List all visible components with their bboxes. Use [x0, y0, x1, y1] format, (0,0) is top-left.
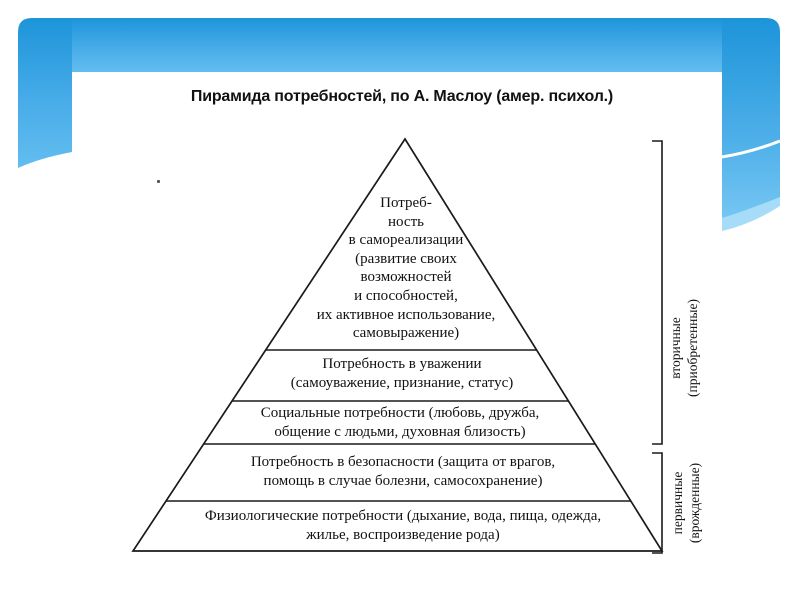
- level-1-line: возможностей: [360, 269, 452, 286]
- level-3-line: общение с людьми, духовная близость): [274, 424, 526, 440]
- level-2-line: Потребность в уважении: [322, 356, 482, 372]
- level-4-line: помощь в случае болезни, самосохранение): [263, 473, 543, 489]
- level-1-line: (развитие своих: [355, 250, 457, 267]
- bracket-secondary: [652, 141, 662, 444]
- pyramid-level-safety: [183, 453, 623, 491]
- level-1-line: их активное использование,: [316, 306, 496, 323]
- bracket-label-secondary-line: (приобретенные): [685, 299, 700, 397]
- pyramid-level-physiological: [143, 507, 663, 545]
- pyramid-level-social: [200, 404, 600, 442]
- bracket-label-primary: [669, 433, 703, 573]
- level-3-line: Социальные потребности (любовь, дружба,: [260, 405, 540, 421]
- level-5-line: Физиологические потребности (дыхание, вода, пища, одежда,: [204, 508, 602, 524]
- level-2-line: (самоуважение, признание, статус): [290, 375, 514, 391]
- level-1-line: и способностей,: [354, 287, 458, 304]
- level-1-line: самовыражение): [352, 325, 460, 342]
- level-4-line: Потребность в безопасности (защита от врагов,: [250, 454, 556, 470]
- level-1-line: ность: [388, 213, 424, 230]
- level-5-line: жилье, воспроизведение рода): [306, 527, 500, 543]
- bracket-label-secondary-line: вторичные: [668, 317, 683, 379]
- level-1-line: в самореализации: [348, 232, 464, 249]
- pyramid-level-esteem: [252, 355, 552, 393]
- page-title: Пирамида потребностей, по А. Маслоу (амер. психол.): [190, 88, 614, 105]
- level-1-line: Потреб-: [380, 195, 432, 211]
- bracket-label-primary-line: первичные: [670, 471, 685, 535]
- bracket-label-secondary: [667, 278, 701, 418]
- pyramid-level-self-actualization: [256, 194, 556, 343]
- bracket-label-primary-line: (врожденные): [687, 462, 702, 544]
